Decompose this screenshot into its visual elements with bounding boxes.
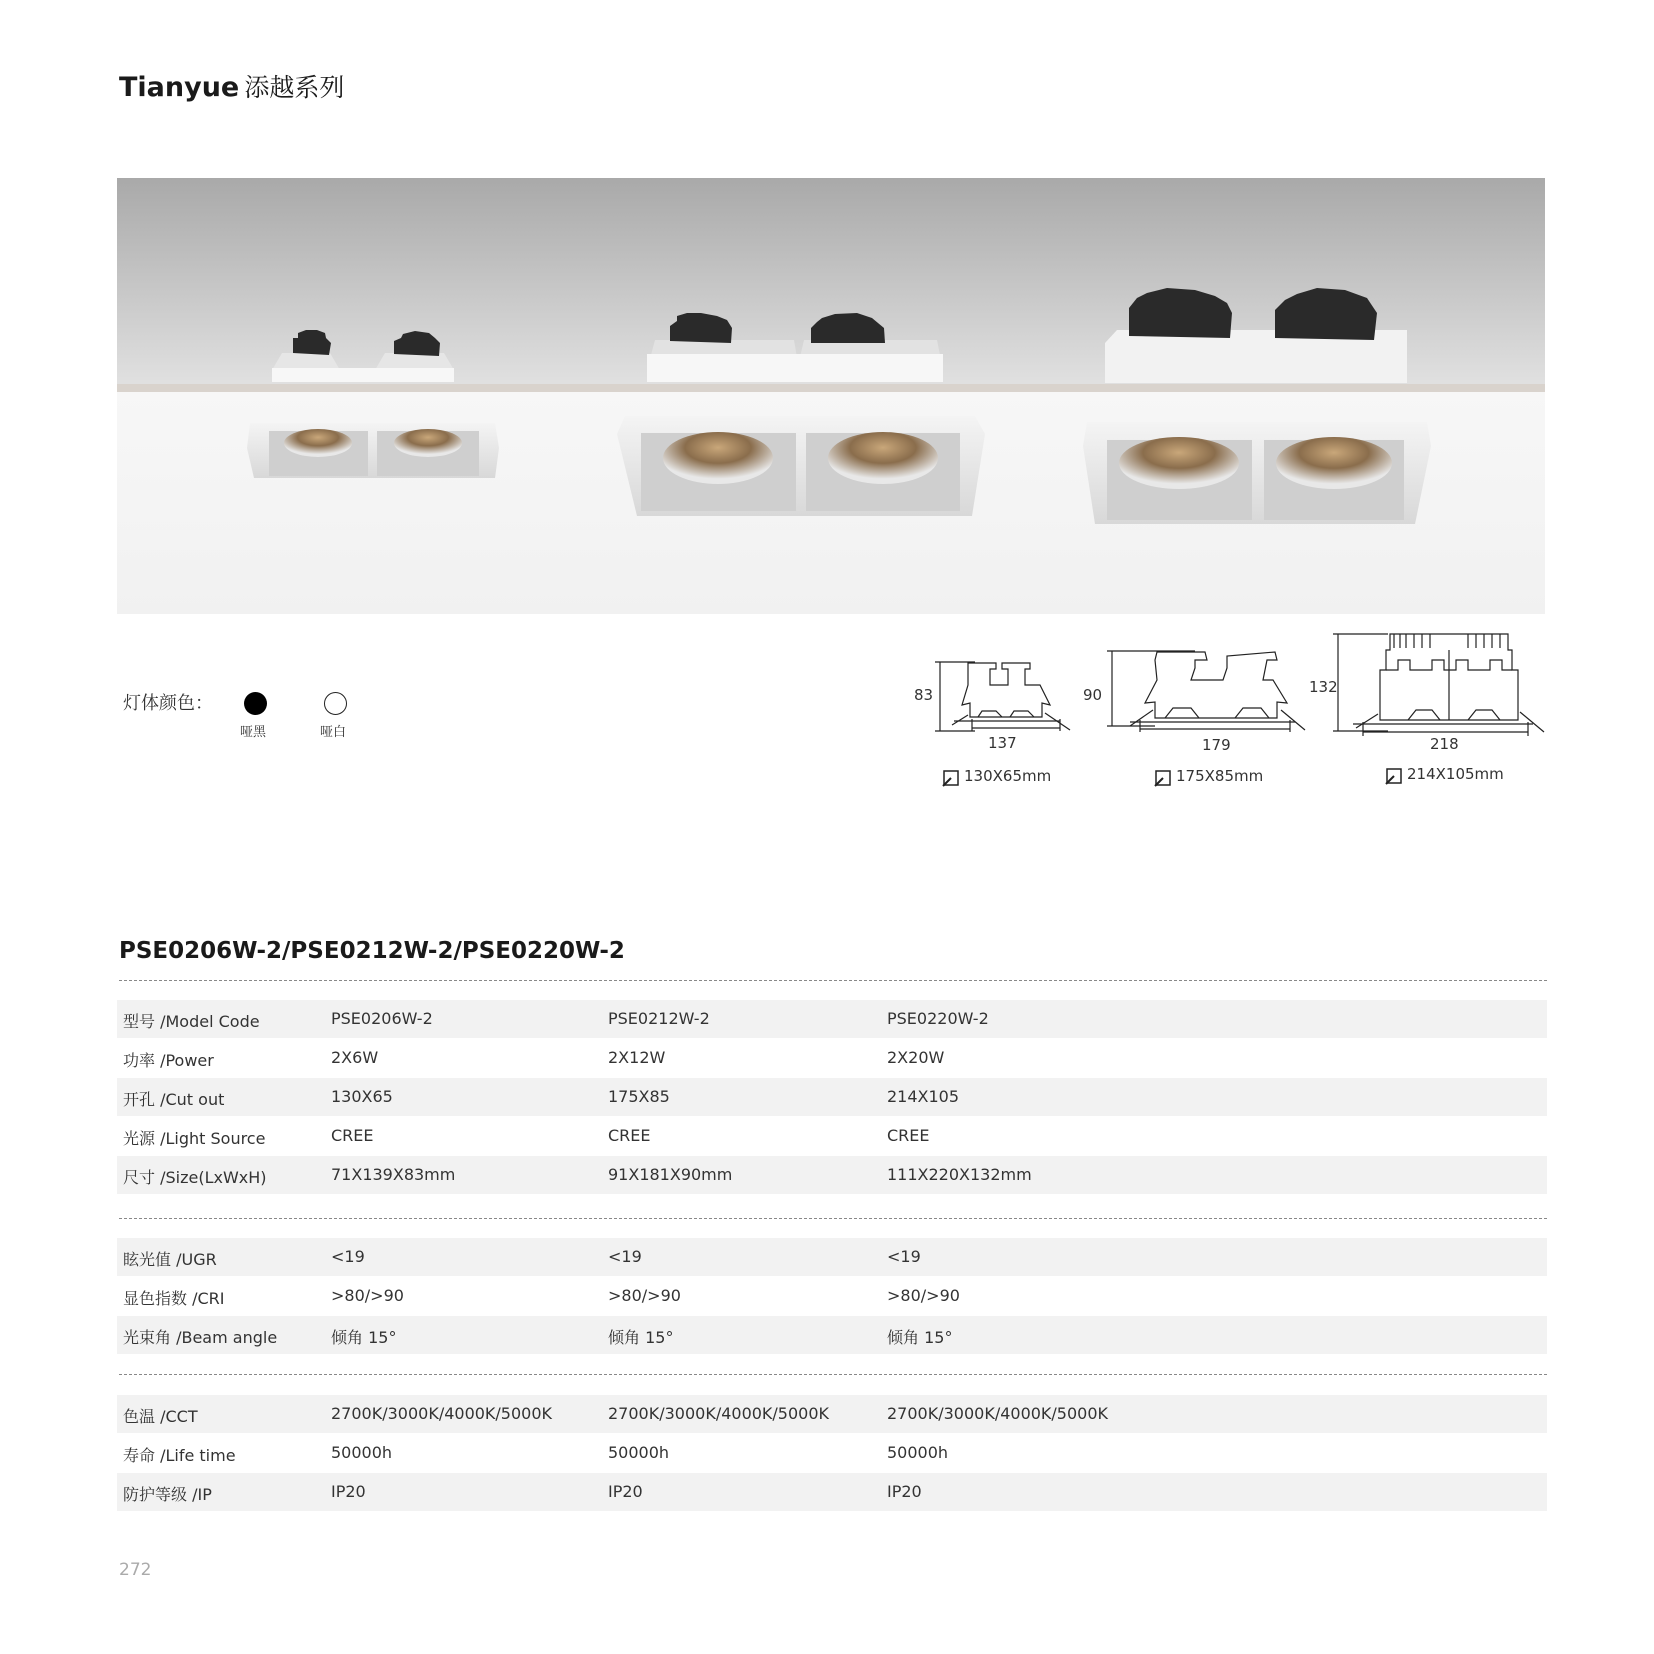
spec-value: CREE [331, 1126, 374, 1145]
dimension-width-medium: 179 [1202, 736, 1231, 754]
spec-value: <19 [887, 1247, 921, 1266]
spec-row [117, 1395, 1547, 1433]
spec-value: 91X181X90mm [608, 1165, 733, 1184]
spec-value: CREE [887, 1126, 930, 1145]
spec-value: 111X220X132mm [887, 1165, 1032, 1184]
matte-white-swatch [324, 692, 347, 715]
spec-value: 71X139X83mm [331, 1165, 456, 1184]
section-divider [119, 980, 1547, 981]
spec-value: 50000h [887, 1443, 949, 1462]
spec-value: 50000h [608, 1443, 670, 1462]
cutout-size-medium: 175X85mm [1176, 767, 1264, 785]
spec-value: IP20 [331, 1482, 366, 1501]
spec-value: 2X20W [887, 1048, 945, 1067]
spec-value: CREE [608, 1126, 651, 1145]
spec-row [117, 1277, 1547, 1315]
spec-value: 175X85 [608, 1087, 670, 1106]
spec-value: PSE0220W-2 [887, 1009, 989, 1028]
dimension-width-small: 137 [988, 734, 1017, 752]
section-divider [119, 1374, 1547, 1375]
series-name-en: Tianyue [119, 72, 240, 103]
spec-row [117, 1000, 1547, 1038]
spec-label: 显色指数 /CRI [123, 1289, 225, 1308]
cutout-icon [941, 768, 961, 788]
spec-row [117, 1117, 1547, 1155]
spec-value: IP20 [887, 1482, 922, 1501]
product-photo [117, 178, 1545, 614]
matte-white-label: 哑白 [320, 725, 347, 740]
spec-value: <19 [331, 1247, 365, 1266]
finish-label: 灯体颜色： [123, 693, 213, 714]
spec-row [117, 1316, 1547, 1354]
spec-row [117, 1039, 1547, 1077]
spec-value: 2X6W [331, 1048, 379, 1067]
spec-value: PSE0212W-2 [608, 1009, 710, 1028]
spec-label: 防护等级 /IP [123, 1485, 212, 1504]
spec-value: 130X65 [331, 1087, 393, 1106]
page-number: 272 [119, 1560, 152, 1580]
page-header [119, 68, 344, 104]
cutout-size-large: 214X105mm [1407, 765, 1504, 783]
spec-value: 倾角 15° [331, 1328, 397, 1347]
dimension-drawing-medium [1095, 648, 1310, 736]
spec-value: 2700K/3000K/4000K/5000K [608, 1404, 830, 1423]
spec-value: 2700K/3000K/4000K/5000K [331, 1404, 553, 1423]
spec-label: 光源 /Light Source [123, 1129, 266, 1148]
spec-label: 开孔 /Cut out [123, 1090, 225, 1109]
spec-value: >80/>90 [331, 1286, 404, 1305]
spec-value: 214X105 [887, 1087, 960, 1106]
spec-label: 眩光值 /UGR [123, 1250, 217, 1269]
series-name-cn: 添越系列 [244, 73, 345, 102]
dimension-height-medium: 90 [1083, 686, 1103, 704]
spec-value: 倾角 15° [887, 1328, 953, 1347]
spec-label: 型号 /Model Code [123, 1012, 260, 1031]
spec-label: 光束角 /Beam angle [123, 1328, 278, 1347]
cutout-icon [1384, 766, 1404, 786]
spec-row [117, 1156, 1547, 1194]
spec-value: 倾角 15° [608, 1328, 674, 1347]
matte-black-label: 哑黑 [240, 725, 267, 740]
spec-value: PSE0206W-2 [331, 1009, 433, 1028]
dimension-width-large: 218 [1430, 735, 1459, 753]
spec-row [117, 1238, 1547, 1276]
spec-value: 2X12W [608, 1048, 666, 1067]
spec-value: <19 [608, 1247, 642, 1266]
dimension-height-small: 83 [914, 686, 934, 704]
spec-label: 寿命 /Life time [123, 1446, 236, 1465]
spec-label: 色温 /CCT [123, 1407, 198, 1426]
dimension-drawing-small [930, 655, 1080, 735]
spec-row [117, 1434, 1547, 1472]
model-heading: PSE0206W-2/PSE0212W-2/PSE0220W-2 [119, 938, 625, 964]
matte-black-swatch [244, 692, 267, 715]
spec-row [117, 1473, 1547, 1511]
cutout-icon [1153, 768, 1173, 788]
cutout-size-small: 130X65mm [964, 767, 1052, 785]
dimension-height-large: 132 [1309, 678, 1338, 696]
spec-label: 功率 /Power [123, 1051, 214, 1070]
spec-value: 50000h [331, 1443, 393, 1462]
spec-value: >80/>90 [887, 1286, 960, 1305]
section-divider [119, 1218, 1547, 1219]
spec-value: 2700K/3000K/4000K/5000K [887, 1404, 1109, 1423]
spec-value: >80/>90 [608, 1286, 681, 1305]
spec-row [117, 1078, 1547, 1116]
spec-label: 尺寸 /Size(LxWxH) [123, 1168, 267, 1187]
dimension-drawing-large [1328, 628, 1548, 738]
spec-value: IP20 [608, 1482, 643, 1501]
